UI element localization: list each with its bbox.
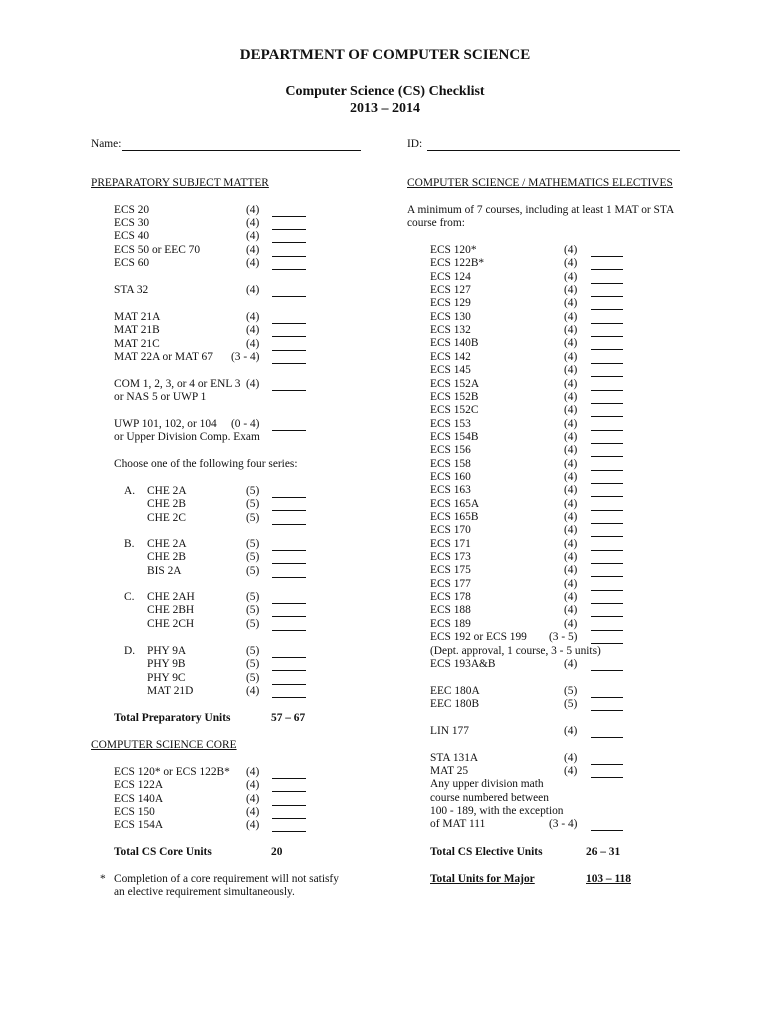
core-course-name: ECS 120* or ECS 122B*: [114, 766, 230, 778]
elective-course-name: ECS 142: [430, 350, 471, 363]
elective-course-blank[interactable]: [591, 616, 623, 617]
elective-course-blank[interactable]: [591, 376, 623, 377]
elective-course-name: ECS 145: [430, 364, 471, 377]
elective-course-blank[interactable]: [591, 416, 623, 417]
elective-course-name: LIN 177: [430, 725, 469, 737]
elective-course-blank[interactable]: [591, 777, 623, 778]
elective-course-name: STA 131A: [430, 752, 479, 764]
elective-course-name: ECS 165A: [430, 497, 480, 510]
elective-course-blank[interactable]: [591, 456, 623, 457]
series-course-units: (5): [246, 604, 260, 617]
series-course-name: PHY 9C: [147, 671, 186, 684]
core-course-name: ECS 140A: [114, 792, 164, 805]
elective-course-units: (4): [564, 577, 578, 590]
elective-course-units: (5): [564, 685, 578, 697]
elective-course-units: (4): [564, 524, 578, 537]
prep-course-note: or Upper Division Comp. Exam: [114, 431, 260, 443]
elective-course-name: EEC 180B: [430, 698, 480, 711]
elective-course-name: ECS 193A&B: [430, 658, 496, 670]
elective-course-name: ECS 156: [430, 444, 471, 457]
electives-intro-line-2: course from:: [407, 217, 465, 229]
elective-course-units: (4): [564, 604, 578, 617]
core-course-name: ECS 154A: [114, 819, 164, 832]
series-course-name: CHE 2B: [147, 498, 186, 511]
department-title: DEPARTMENT OF COMPUTER SCIENCE: [239, 47, 531, 63]
elective-course-units: (4): [564, 470, 578, 483]
elective-total-value: 26 – 31: [586, 846, 621, 858]
major-total-label: Total Units for Major: [430, 873, 535, 885]
prep-course-name: ECS 30: [114, 217, 150, 229]
elective-course-blank[interactable]: [591, 510, 623, 511]
core-heading: COMPUTER SCIENCE CORE: [91, 739, 237, 751]
elective-course-name: EEC 180A: [430, 685, 480, 697]
elective-course-name: ECS 178: [430, 591, 471, 604]
elective-course-units: (4): [564, 484, 578, 497]
core-course-blank[interactable]: [272, 831, 306, 832]
checklist-title: Computer Science (CS) Checklist: [285, 84, 485, 99]
prep-course-units: (4): [246, 378, 260, 390]
footnote-marker: *: [100, 873, 106, 885]
elective-course-name: ECS 120*: [430, 244, 477, 256]
series-course-blank[interactable]: [272, 630, 306, 631]
series-course-blank[interactable]: [272, 510, 306, 511]
elective-course-name: MAT 25: [430, 765, 469, 778]
elective-course-units: (4): [564, 752, 578, 764]
elective-course-name: ECS 165B: [430, 511, 479, 523]
elective-course-units: (4): [564, 497, 578, 510]
elective-course-name: ECS 163: [430, 484, 471, 497]
series-course-name: CHE 2CH: [147, 617, 195, 630]
series-course-blank[interactable]: [272, 524, 306, 525]
series-course-units: (5): [246, 511, 260, 524]
elective-course-blank[interactable]: [591, 309, 623, 310]
series-course-blank[interactable]: [272, 577, 306, 578]
prep-course-units: (4): [246, 284, 260, 296]
elective-course-units: (4): [564, 537, 578, 550]
series-course-units: (5): [246, 498, 260, 511]
prep-course-blank[interactable]: [272, 350, 306, 351]
prep-course-name: MAT 21A: [114, 311, 161, 323]
elective-course-units: (4): [564, 257, 578, 270]
series-letter: C.: [124, 591, 135, 603]
dept-approval-note: (Dept. approval, 1 course, 3 - 5 units): [430, 645, 601, 657]
elective-course-name: ECS 177: [430, 577, 471, 590]
elective-course-units: (4): [564, 284, 578, 297]
elective-course-units: (4): [564, 725, 578, 737]
elective-course-blank[interactable]: [591, 296, 623, 297]
prep-heading: PREPARATORY SUBJECT MATTER: [91, 177, 269, 189]
elective-course-blank[interactable]: [591, 336, 623, 337]
prep-course-name: MAT 22A or MAT 67: [114, 351, 213, 363]
name-field[interactable]: [122, 150, 361, 151]
elective-course-blank[interactable]: [591, 349, 623, 350]
prep-course-name: STA 32: [114, 284, 149, 296]
upper-division-line-3: 100 - 189, with the exception: [430, 805, 564, 817]
core-course-blank[interactable]: [272, 805, 306, 806]
core-course-units: (4): [246, 819, 260, 832]
elective-course-units: (4): [564, 270, 578, 283]
core-course-blank[interactable]: [272, 818, 306, 819]
id-field[interactable]: [427, 150, 680, 151]
prep-course-name: ECS 50 or EEC 70: [114, 244, 201, 256]
elective-course-units: (4): [564, 297, 578, 310]
prep-course-name: ECS 20: [114, 204, 150, 216]
series-course-blank[interactable]: [272, 616, 306, 617]
prep-course-name: ECS 40: [114, 230, 150, 242]
elective-course-units: (4): [564, 457, 578, 470]
series-course-name: CHE 2A: [147, 485, 187, 497]
elective-course-units: (4): [564, 244, 578, 256]
major-total-value: 103 – 118: [586, 873, 631, 885]
elective-course-blank[interactable]: [591, 536, 623, 537]
elective-course-units: (4): [564, 324, 578, 337]
elective-course-units: (4): [564, 658, 578, 670]
elective-course-blank[interactable]: [591, 563, 623, 564]
elective-course-name: ECS 160: [430, 470, 471, 483]
upper-division-line-2: course numbered between: [430, 792, 549, 804]
elective-course-blank[interactable]: [591, 523, 623, 524]
elective-course-units: (4): [564, 350, 578, 363]
prep-total-label: Total Preparatory Units: [114, 712, 231, 724]
elective-course-name: ECS 158: [430, 457, 471, 470]
elective-course-name: ECS 152A: [430, 377, 480, 390]
series-course-blank[interactable]: [272, 684, 306, 685]
prep-course-units: (4): [246, 217, 260, 229]
elective-course-blank[interactable]: [591, 363, 623, 364]
prep-course-blank[interactable]: [272, 256, 306, 257]
prep-course-units: (4): [246, 338, 260, 350]
elective-course-blank[interactable]: [591, 550, 623, 551]
electives-heading: COMPUTER SCIENCE / MATHEMATICS ELECTIVES: [407, 177, 673, 189]
elective-course-name: ECS 171: [430, 537, 471, 550]
elective-course-name: ECS 152B: [430, 390, 479, 403]
series-course-units: (4): [246, 684, 260, 697]
prep-course-blank[interactable]: [272, 336, 306, 337]
series-course-blank[interactable]: [272, 697, 306, 698]
core-course-blank[interactable]: [272, 791, 306, 792]
series-letter: D.: [124, 645, 136, 657]
prep-course-name: MAT 21B: [114, 324, 160, 336]
elective-course-units: (4): [564, 511, 578, 523]
prep-course-name: ECS 60: [114, 257, 150, 269]
elective-course-blank[interactable]: [591, 283, 623, 284]
prep-course-blank[interactable]: [272, 242, 306, 243]
core-total-value: 20: [271, 846, 283, 858]
prep-course-units: (4): [246, 204, 260, 216]
elective-course-name: ECS 130: [430, 310, 471, 323]
elective-course-blank[interactable]: [591, 430, 623, 431]
series-letter: A.: [124, 485, 136, 497]
elective-course-units: (4): [564, 390, 578, 403]
series-course-blank[interactable]: [272, 603, 306, 604]
elective-course-name: ECS 170: [430, 524, 471, 537]
elective-course-name: ECS 140B: [430, 337, 479, 350]
elective-course-blank[interactable]: [591, 697, 623, 698]
series-instruction: Choose one of the following four series:: [114, 458, 298, 470]
elective-course-blank[interactable]: [591, 670, 623, 671]
prep-course-blank[interactable]: [272, 390, 306, 391]
series-course-name: CHE 2B: [147, 551, 186, 564]
elective-total-label: Total CS Elective Units: [430, 846, 543, 858]
upper-division-line-1: Any upper division math: [430, 778, 544, 790]
prep-course-name: MAT 21C: [114, 338, 160, 350]
prep-course-name: COM 1, 2, 3, or 4 or ENL 3: [114, 378, 241, 390]
elective-course-units: (3 - 5): [549, 631, 578, 644]
elective-course-units: (4): [564, 551, 578, 564]
prep-course-blank[interactable]: [272, 323, 306, 324]
elective-course-blank[interactable]: [591, 470, 623, 471]
prep-course-units: (3 - 4): [231, 351, 260, 363]
elective-course-name: ECS 188: [430, 604, 471, 617]
prep-course-note: or NAS 5 or UWP 1: [114, 391, 207, 403]
elective-course-name: ECS 173: [430, 551, 471, 564]
series-course-blank[interactable]: [272, 497, 306, 498]
series-course-name: CHE 2BH: [147, 604, 195, 617]
upper-division-units: (3 - 4): [549, 818, 578, 830]
elective-course-name: ECS 154B: [430, 430, 479, 443]
elective-course-blank[interactable]: [591, 576, 623, 577]
series-course-units: (5): [246, 671, 260, 684]
elective-course-blank[interactable]: [591, 643, 623, 644]
elective-course-name: ECS 129: [430, 297, 471, 310]
elective-course-blank[interactable]: [591, 710, 623, 711]
elective-course-blank[interactable]: [591, 256, 623, 257]
series-course-name: PHY 9B: [147, 658, 186, 671]
prep-course-units: (0 - 4): [231, 418, 260, 430]
name-label: Name:: [91, 138, 122, 150]
elective-course-name: ECS 192 or ECS 199: [430, 631, 527, 644]
prep-course-blank[interactable]: [272, 363, 306, 364]
series-course-units: (5): [246, 538, 260, 550]
id-label: ID:: [407, 138, 423, 150]
core-course-units: (4): [246, 805, 260, 818]
electives-intro-line-1: A minimum of 7 courses, including at least 1 MAT or STA: [407, 204, 675, 216]
elective-course-blank[interactable]: [591, 737, 623, 738]
core-course-units: (4): [246, 766, 260, 778]
series-course-name: BIS 2A: [147, 564, 182, 577]
prep-course-units: (4): [246, 324, 260, 336]
elective-course-name: ECS 152C: [430, 404, 479, 417]
elective-course-blank[interactable]: [591, 403, 623, 404]
series-course-name: CHE 2A: [147, 538, 187, 550]
series-course-units: (5): [246, 658, 260, 671]
elective-course-units: (4): [564, 337, 578, 350]
footnote-line-1: Completion of a core requirement will not satisfy: [114, 873, 339, 885]
elective-course-name: ECS 153: [430, 417, 471, 430]
prep-course-blank[interactable]: [272, 296, 306, 297]
prep-course-units: (4): [246, 244, 260, 256]
core-course-name: ECS 122A: [114, 779, 164, 792]
prep-course-blank[interactable]: [272, 269, 306, 270]
core-total-label: Total CS Core Units: [114, 846, 212, 858]
core-course-units: (4): [246, 792, 260, 805]
series-course-blank[interactable]: [272, 550, 306, 551]
core-course-blank[interactable]: [272, 778, 306, 779]
elective-course-units: (4): [564, 364, 578, 377]
elective-course-blank[interactable]: [591, 630, 623, 631]
series-course-blank[interactable]: [272, 670, 306, 671]
elective-course-units: (4): [564, 430, 578, 443]
elective-course-units: (4): [564, 417, 578, 430]
elective-course-blank[interactable]: [591, 390, 623, 391]
prep-course-name: UWP 101, 102, or 104: [114, 418, 217, 430]
series-course-name: PHY 9A: [147, 645, 187, 657]
elective-course-blank[interactable]: [591, 323, 623, 324]
series-course-name: MAT 21D: [147, 684, 194, 697]
elective-course-units: (4): [564, 404, 578, 417]
upper-division-line-4: of MAT 111: [430, 818, 486, 830]
elective-course-name: ECS 124: [430, 270, 471, 283]
elective-course-units: (4): [564, 564, 578, 577]
prep-course-blank[interactable]: [272, 216, 306, 217]
series-course-units: (5): [246, 591, 260, 603]
elective-course-units: (4): [564, 310, 578, 323]
series-course-units: (5): [246, 551, 260, 564]
elective-course-blank[interactable]: [591, 443, 623, 444]
elective-course-blank[interactable]: [591, 764, 623, 765]
series-course-name: CHE 2AH: [147, 591, 195, 603]
elective-course-name: ECS 132: [430, 324, 471, 337]
series-course-blank[interactable]: [272, 657, 306, 658]
elective-course-units: (4): [564, 591, 578, 604]
prep-course-blank[interactable]: [272, 229, 306, 230]
series-course-units: (5): [246, 564, 260, 577]
elective-course-units: (4): [564, 444, 578, 457]
series-course-units: (5): [246, 645, 260, 657]
prep-total-value: 57 – 67: [271, 712, 306, 724]
upper-division-blank[interactable]: [591, 830, 623, 831]
elective-course-name: ECS 127: [430, 284, 471, 297]
prep-course-units: (4): [246, 230, 260, 242]
elective-course-name: ECS 189: [430, 617, 471, 630]
series-course-name: CHE 2C: [147, 511, 186, 524]
elective-course-units: (5): [564, 698, 578, 711]
series-course-units: (5): [246, 617, 260, 630]
elective-course-blank[interactable]: [591, 603, 623, 604]
prep-course-units: (4): [246, 311, 260, 323]
elective-course-blank[interactable]: [591, 496, 623, 497]
core-course-units: (4): [246, 779, 260, 792]
prep-course-blank[interactable]: [272, 430, 306, 431]
footnote-line-2: an elective requirement simultaneously.: [114, 886, 295, 898]
elective-course-name: ECS 122B*: [430, 257, 485, 270]
series-course-units: (5): [246, 485, 260, 497]
series-course-blank[interactable]: [272, 563, 306, 564]
elective-course-units: (4): [564, 765, 578, 778]
elective-course-blank[interactable]: [591, 590, 623, 591]
elective-course-units: (4): [564, 377, 578, 390]
prep-course-units: (4): [246, 257, 260, 269]
elective-course-units: (4): [564, 617, 578, 630]
academic-year: 2013 – 2014: [350, 101, 420, 116]
core-course-name: ECS 150: [114, 805, 155, 818]
elective-course-blank[interactable]: [591, 483, 623, 484]
series-letter: B.: [124, 538, 135, 550]
elective-course-name: ECS 175: [430, 564, 471, 577]
elective-course-blank[interactable]: [591, 269, 623, 270]
